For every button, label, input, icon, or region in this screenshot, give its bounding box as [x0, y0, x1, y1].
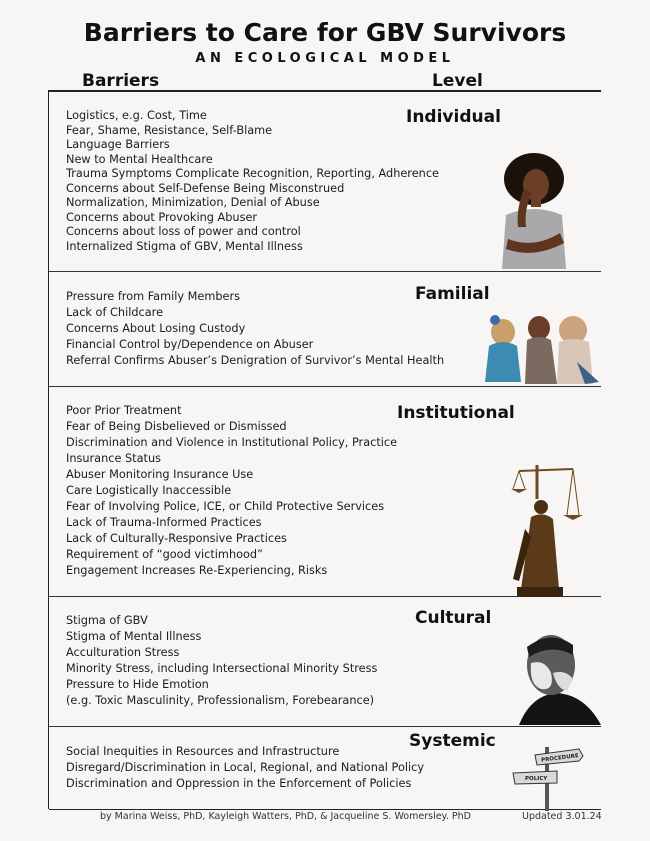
- updated-date: Updated 3.01.24: [522, 811, 602, 822]
- section-individual: [49, 91, 601, 272]
- barrier-item: Requirement of “good victimhood”: [66, 548, 263, 561]
- distressed-woman-illustration: [494, 149, 574, 269]
- barrier-item: Concerns about Provoking Abuser: [66, 210, 258, 224]
- section-cultural: [49, 597, 601, 727]
- barrier-item: Poor Prior Treatment: [66, 404, 182, 417]
- barrier-item: Logistics, e.g. Cost, Time: [66, 109, 207, 122]
- barrier-item: Fear, Shame, Resistance, Self-Blame: [66, 123, 273, 137]
- section-familial: [49, 272, 601, 387]
- level-title-systemic: Systemic: [409, 731, 496, 751]
- family-conflict-illustration: [481, 306, 603, 386]
- masked-man-illustration: [511, 633, 603, 725]
- barrier-item: Concerns about Self-Defense Being Misconstrued: [66, 181, 345, 195]
- barrier-item: Trauma Symptoms Complicate Recognition, Reporting, Adherence: [66, 167, 439, 180]
- barrier-item: Lack of Childcare: [66, 306, 164, 319]
- barrier-item: Pressure to Hide Emotion: [66, 678, 209, 691]
- barrier-item: Normalization, Minimization, Denial of Abuse: [66, 196, 320, 209]
- barrier-item: Lack of Trauma-Informed Practices: [66, 516, 262, 529]
- barrier-item: Engagement Increases Re-Experiencing, Risks: [66, 564, 328, 577]
- barrier-item: Insurance Status: [66, 452, 162, 465]
- policy-sign-text: POLICY: [525, 776, 548, 782]
- barrier-item: Lack of Culturally-Responsive Practices: [66, 532, 287, 545]
- procedure-sign-text: PROCEDURE: [540, 753, 580, 764]
- barrier-item: New to Mental Healthcare: [66, 152, 213, 166]
- section-systemic: [49, 727, 601, 810]
- level-title-familial: Familial: [415, 284, 490, 304]
- level-title-institutional: Institutional: [397, 403, 515, 423]
- barrier-item: Fear of Being Disbelieved or Dismissed: [66, 420, 287, 433]
- authors-credit: by Marina Weiss, PhD, Kayleigh Watters, PhD, & Jacqueline S. Womersley. PhD: [100, 811, 471, 822]
- barrier-item: Care Logistically Inaccessible: [66, 484, 232, 497]
- barrier-item: Disregard/Discrimination in Local, Regional, and National Policy: [66, 761, 425, 774]
- barrier-item: Stigma of Mental Illness: [66, 630, 202, 643]
- level-title-individual: Individual: [406, 107, 501, 127]
- barrier-item: Financial Control by/Dependence on Abuser: [66, 338, 314, 351]
- barrier-item: Discrimination and Violence in Institutional Policy, Practice: [66, 436, 398, 449]
- barrier-item: Internalized Stigma of GBV, Mental Illness: [66, 239, 303, 253]
- barrier-item: Abuser Monitoring Insurance Use: [66, 468, 254, 481]
- barrier-item: Fear of Involving Police, ICE, or Child Protective Services: [66, 500, 385, 513]
- barrier-list-institutional: [66, 404, 397, 580]
- page-title: Barriers to Care for GBV Survivors: [83, 18, 567, 47]
- lady-justice-statue-illustration: [501, 459, 587, 597]
- barrier-item: Concerns About Losing Custody: [66, 322, 246, 335]
- barrier-list-cultural: [66, 614, 377, 710]
- barrier-item: Stigma of GBV: [66, 614, 148, 627]
- barrier-item: Referral Confirms Abuser’s Denigration of Survivor’s Mental Health: [66, 354, 445, 367]
- barrier-item: Minority Stress, including Intersectional Minority Stress: [66, 662, 378, 675]
- section-institutional: [49, 387, 601, 597]
- barrier-item: (e.g. Toxic Masculinity, Professionalism, Forebearance): [66, 694, 375, 707]
- barrier-item: Acculturation Stress: [66, 646, 180, 659]
- barriers-column-header: Barriers: [82, 71, 160, 91]
- barrier-item: Social Inequities in Resources and Infrastructure: [66, 745, 340, 758]
- barrier-list-familial: [66, 290, 444, 370]
- barrier-list-systemic: [66, 745, 424, 793]
- barrier-item: Discrimination and Oppression in the Enforcement of Policies: [66, 777, 412, 790]
- barrier-item: Language Barriers: [66, 138, 170, 151]
- policy-procedure-signpost-illustration: [511, 747, 587, 811]
- level-column-header: Level: [432, 71, 483, 91]
- level-title-cultural: Cultural: [415, 608, 492, 628]
- barrier-item: Pressure from Family Members: [66, 290, 241, 303]
- page-subtitle: AN ECOLOGICAL MODEL: [195, 51, 455, 66]
- barrier-item: Concerns about loss of power and control: [66, 225, 301, 238]
- barrier-list-individual: [66, 109, 439, 254]
